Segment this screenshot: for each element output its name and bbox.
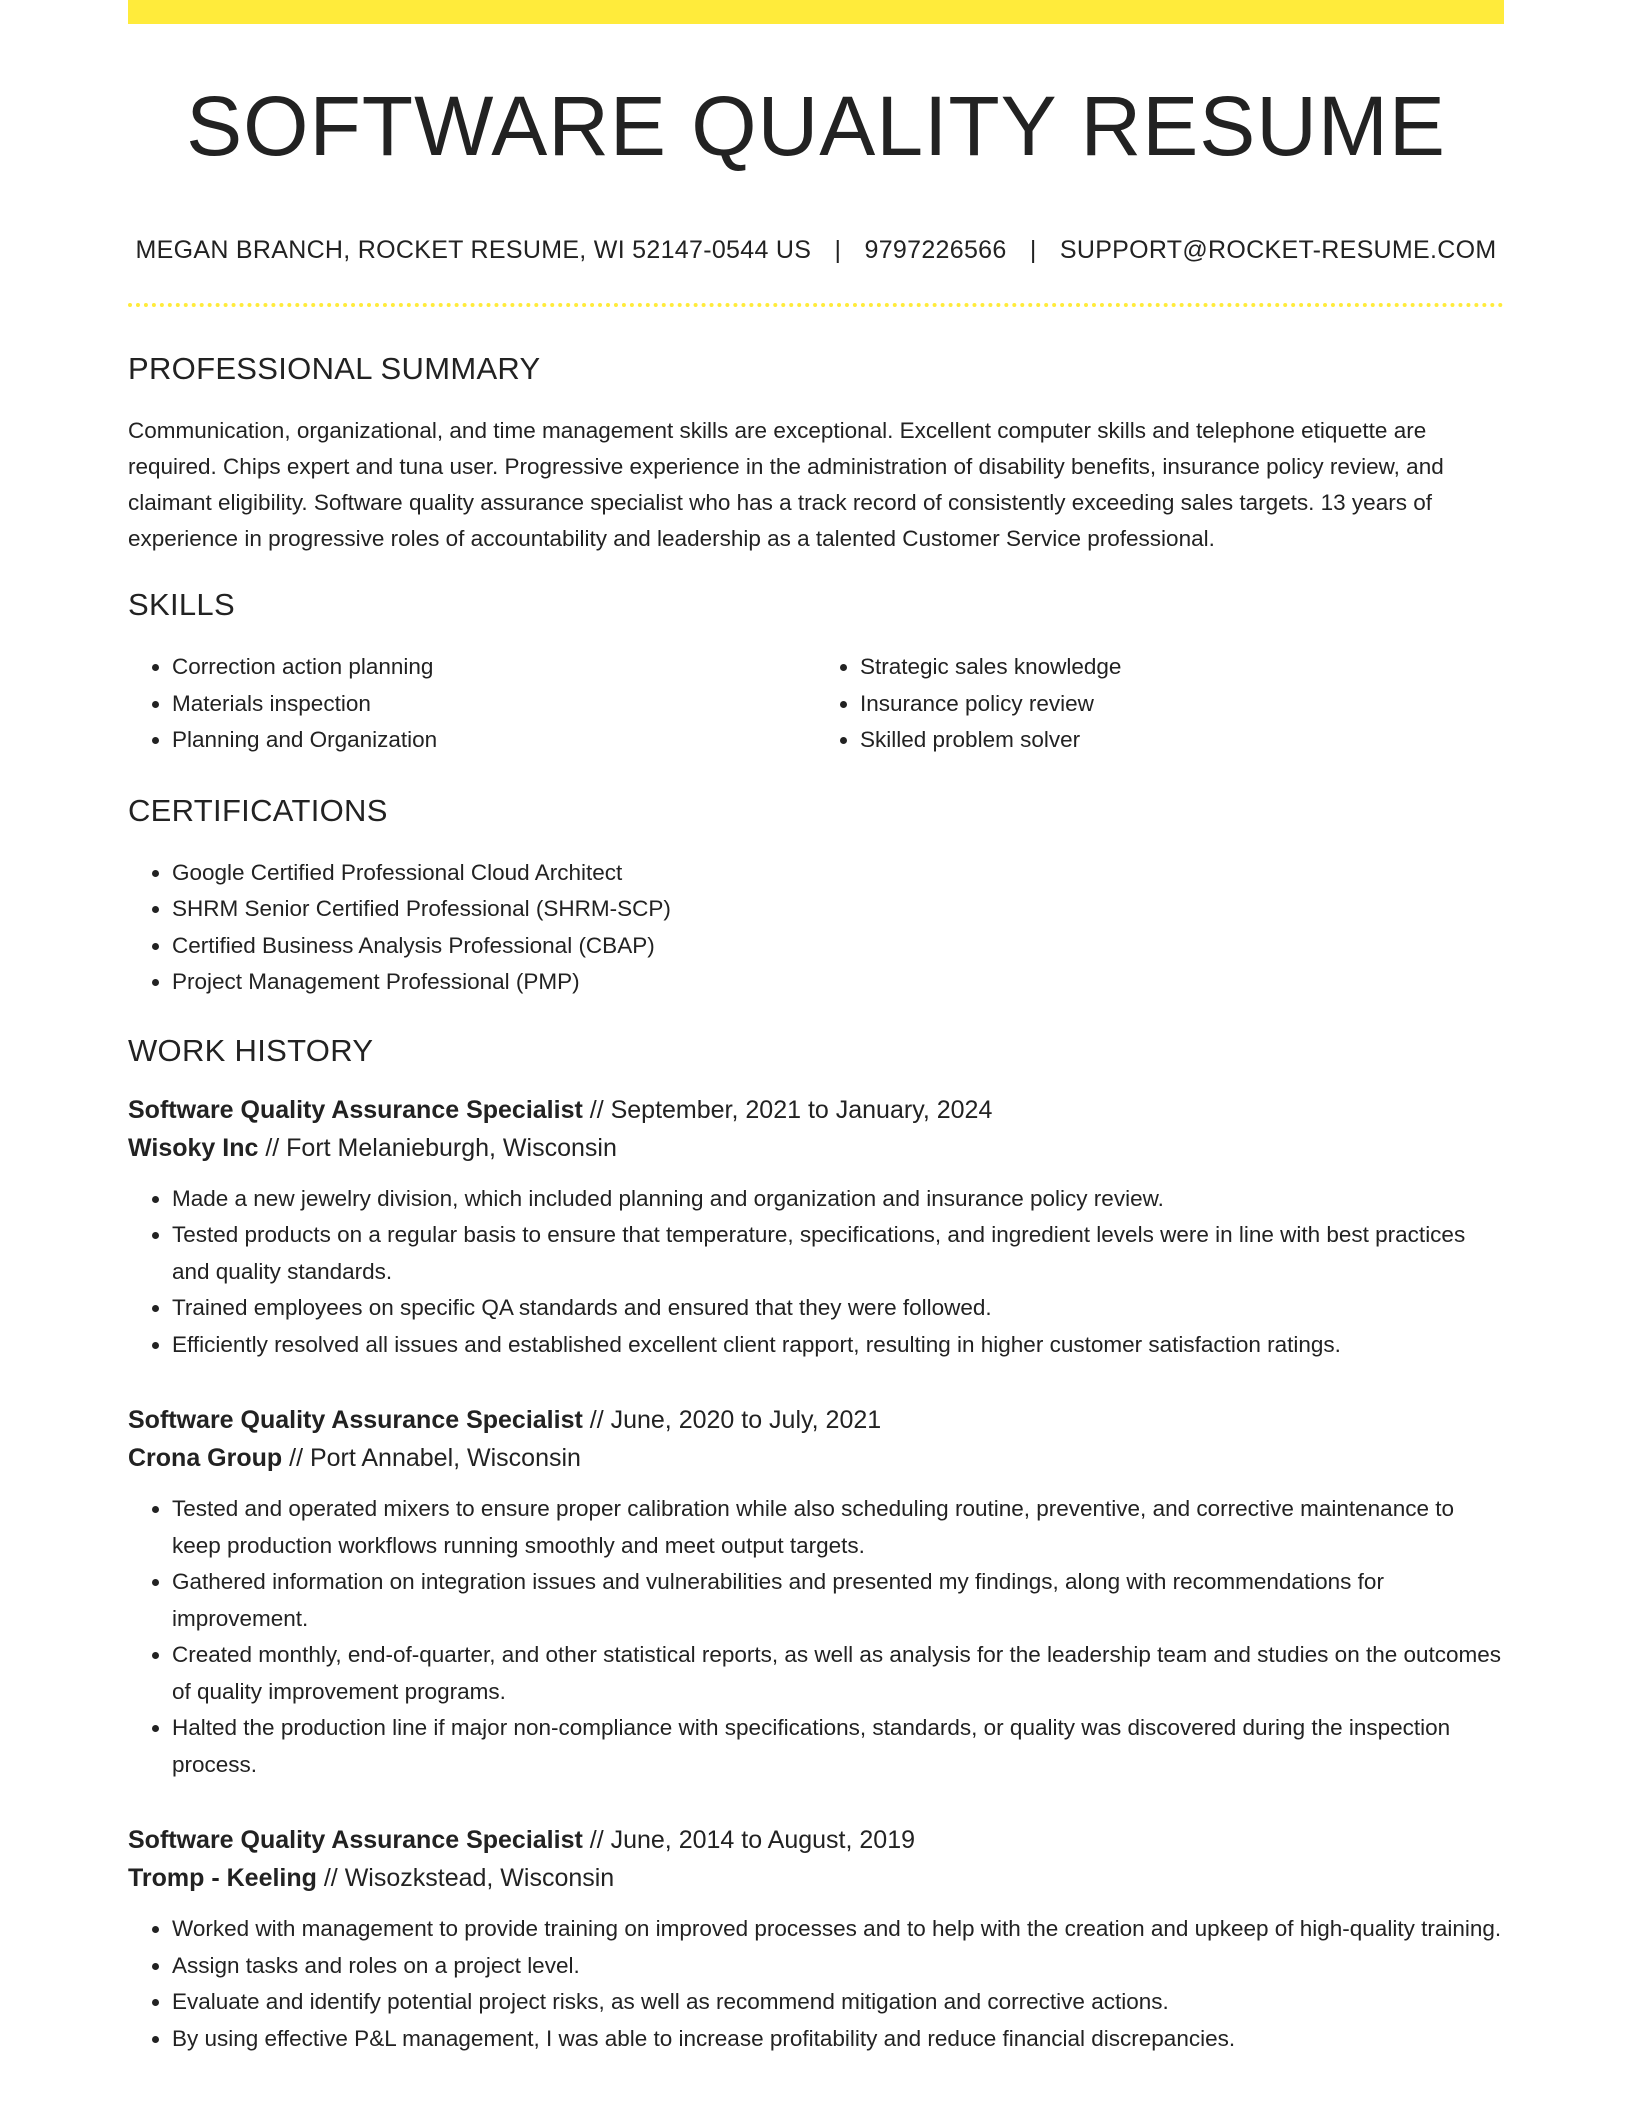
job-company-line [128,1859,1504,1897]
job-bullet: • Tested and operated mixers to ensure proper calibration while also scheduling routine, preventive, and corrective maintenance to keep production workflows running smoothly and meet output targets. [172,1491,1504,1564]
skill-item: • Correction action planning [172,649,816,686]
certifications-list [128,855,1504,1001]
job-title-line [128,1821,1504,1859]
job-bullet: • Created monthly, end-of-quarter, and other statistical reports, as well as analysis for the leadership team and studies on the outcomes of quality improvement programs. [172,1637,1504,1710]
contact-separator: | [1029,236,1037,265]
job-entry [128,1401,1504,1783]
summary-text: Communication, organizational, and time management skills are exceptional. Excellent computer skills and telephone etiquette are required. Chips expert and tuna user. Progressive experience in the administration of disability benefits, insurance policy review, and claimant eligibility. Software quality assurance specialist who has a track record of consistently exceeding sales targets. 13 years of experience in progressive roles of accountability and leadership as a talented Customer Service professional. [128,418,1444,552]
job-dates: // June, 2020 to July, 2021 [582,1406,882,1435]
skill-item: • Skilled problem solver [860,722,1504,759]
job-title: Software Quality Assurance Specialist [128,1826,583,1855]
skill-item: • Insurance policy review [860,686,1504,723]
skills-grid [128,649,1504,759]
job-company: Tromp - Keeling [128,1864,317,1893]
job-company: Wisoky Inc [128,1133,259,1162]
resume-page [128,0,1504,2057]
certifications-heading: CERTIFICATIONS [128,792,388,828]
job-title: Software Quality Assurance Specialist [128,1095,583,1124]
job-bullets [128,1491,1504,1783]
job-company-line [128,1439,1504,1477]
job-location: // Port Annabel, Wisconsin [282,1444,581,1473]
job-bullet: • Gathered information on integration issues and vulnerabilities and presented my findings, along with recommendations for improvement. [172,1564,1504,1637]
job-title: Software Quality Assurance Specialist [128,1406,583,1435]
certification-item: • SHRM Senior Certified Professional (SHRM-SCP) [172,891,1504,928]
certification-item: • Certified Business Analysis Professional (CBAP) [172,928,1504,965]
job-bullet: • Worked with management to provide training on improved processes and to help with the creation and upkeep of high-quality training. [172,1911,1504,1948]
job-bullet: • Tested products on a regular basis to ensure that temperature, specifications, and ingredient levels were in line with best practices and quality standards. [172,1217,1504,1290]
job-bullets [128,1181,1504,1364]
job-location: // Wisozkstead, Wisconsin [316,1864,615,1893]
skill-item: • Materials inspection [172,686,816,723]
job-bullet: • Made a new jewelry division, which included planning and organization and insurance policy review. [172,1181,1504,1218]
accent-top-bar [128,0,1504,24]
job-bullet: • Halted the production line if major non-compliance with specifications, standards, or quality was discovered during the inspection process. [172,1710,1504,1783]
job-company: Crona Group [128,1444,283,1473]
certification-item: • Google Certified Professional Cloud Architect [172,855,1504,892]
job-entry [128,1091,1504,1364]
contact-separator: | [834,236,842,265]
skill-item: • Strategic sales knowledge [860,649,1504,686]
contact-email: SUPPORT@ROCKET-RESUME.COM [1059,236,1497,265]
job-entry [128,1821,1504,2057]
job-dates: // September, 2021 to January, 2024 [582,1095,993,1124]
job-bullet: • Evaluate and identify potential project risks, as well as recommend mitigation and corrective actions. [172,1984,1504,2021]
job-bullet: • By using effective P&L management, I was able to increase profitability and reduce financial discrepancies. [172,2021,1504,2058]
dotted-divider [128,303,1504,307]
job-title-line [128,1401,1504,1439]
skill-item: • Planning and Organization [172,722,816,759]
job-bullets [128,1911,1504,2057]
skills-list-left [128,649,816,759]
job-company-line [128,1129,1504,1167]
job-bullet: • Assign tasks and roles on a project level. [172,1948,1504,1985]
contact-phone: 9797226566 [864,236,1007,265]
job-bullet: • Trained employees on specific QA standards and ensured that they were followed. [172,1290,1504,1327]
contact-line [128,236,1504,265]
job-location: // Fort Melanieburgh, Wisconsin [258,1133,617,1162]
skills-heading: SKILLS [128,587,235,623]
skills-list-right [816,649,1504,759]
contact-address: MEGAN BRANCH, ROCKET RESUME, WI 52147-0544 US [135,236,812,265]
resume-title: SOFTWARE QUALITY RESUME [186,79,1446,173]
certification-item: • Project Management Professional (PMP) [172,964,1504,1001]
job-title-line [128,1091,1504,1129]
summary-heading: PROFESSIONAL SUMMARY [128,351,541,387]
job-bullet: • Efficiently resolved all issues and established excellent client rapport, resulting in higher customer satisfaction ratings. [172,1327,1504,1364]
work-history-heading: WORK HISTORY [128,1032,374,1068]
job-dates: // June, 2014 to August, 2019 [582,1826,916,1855]
